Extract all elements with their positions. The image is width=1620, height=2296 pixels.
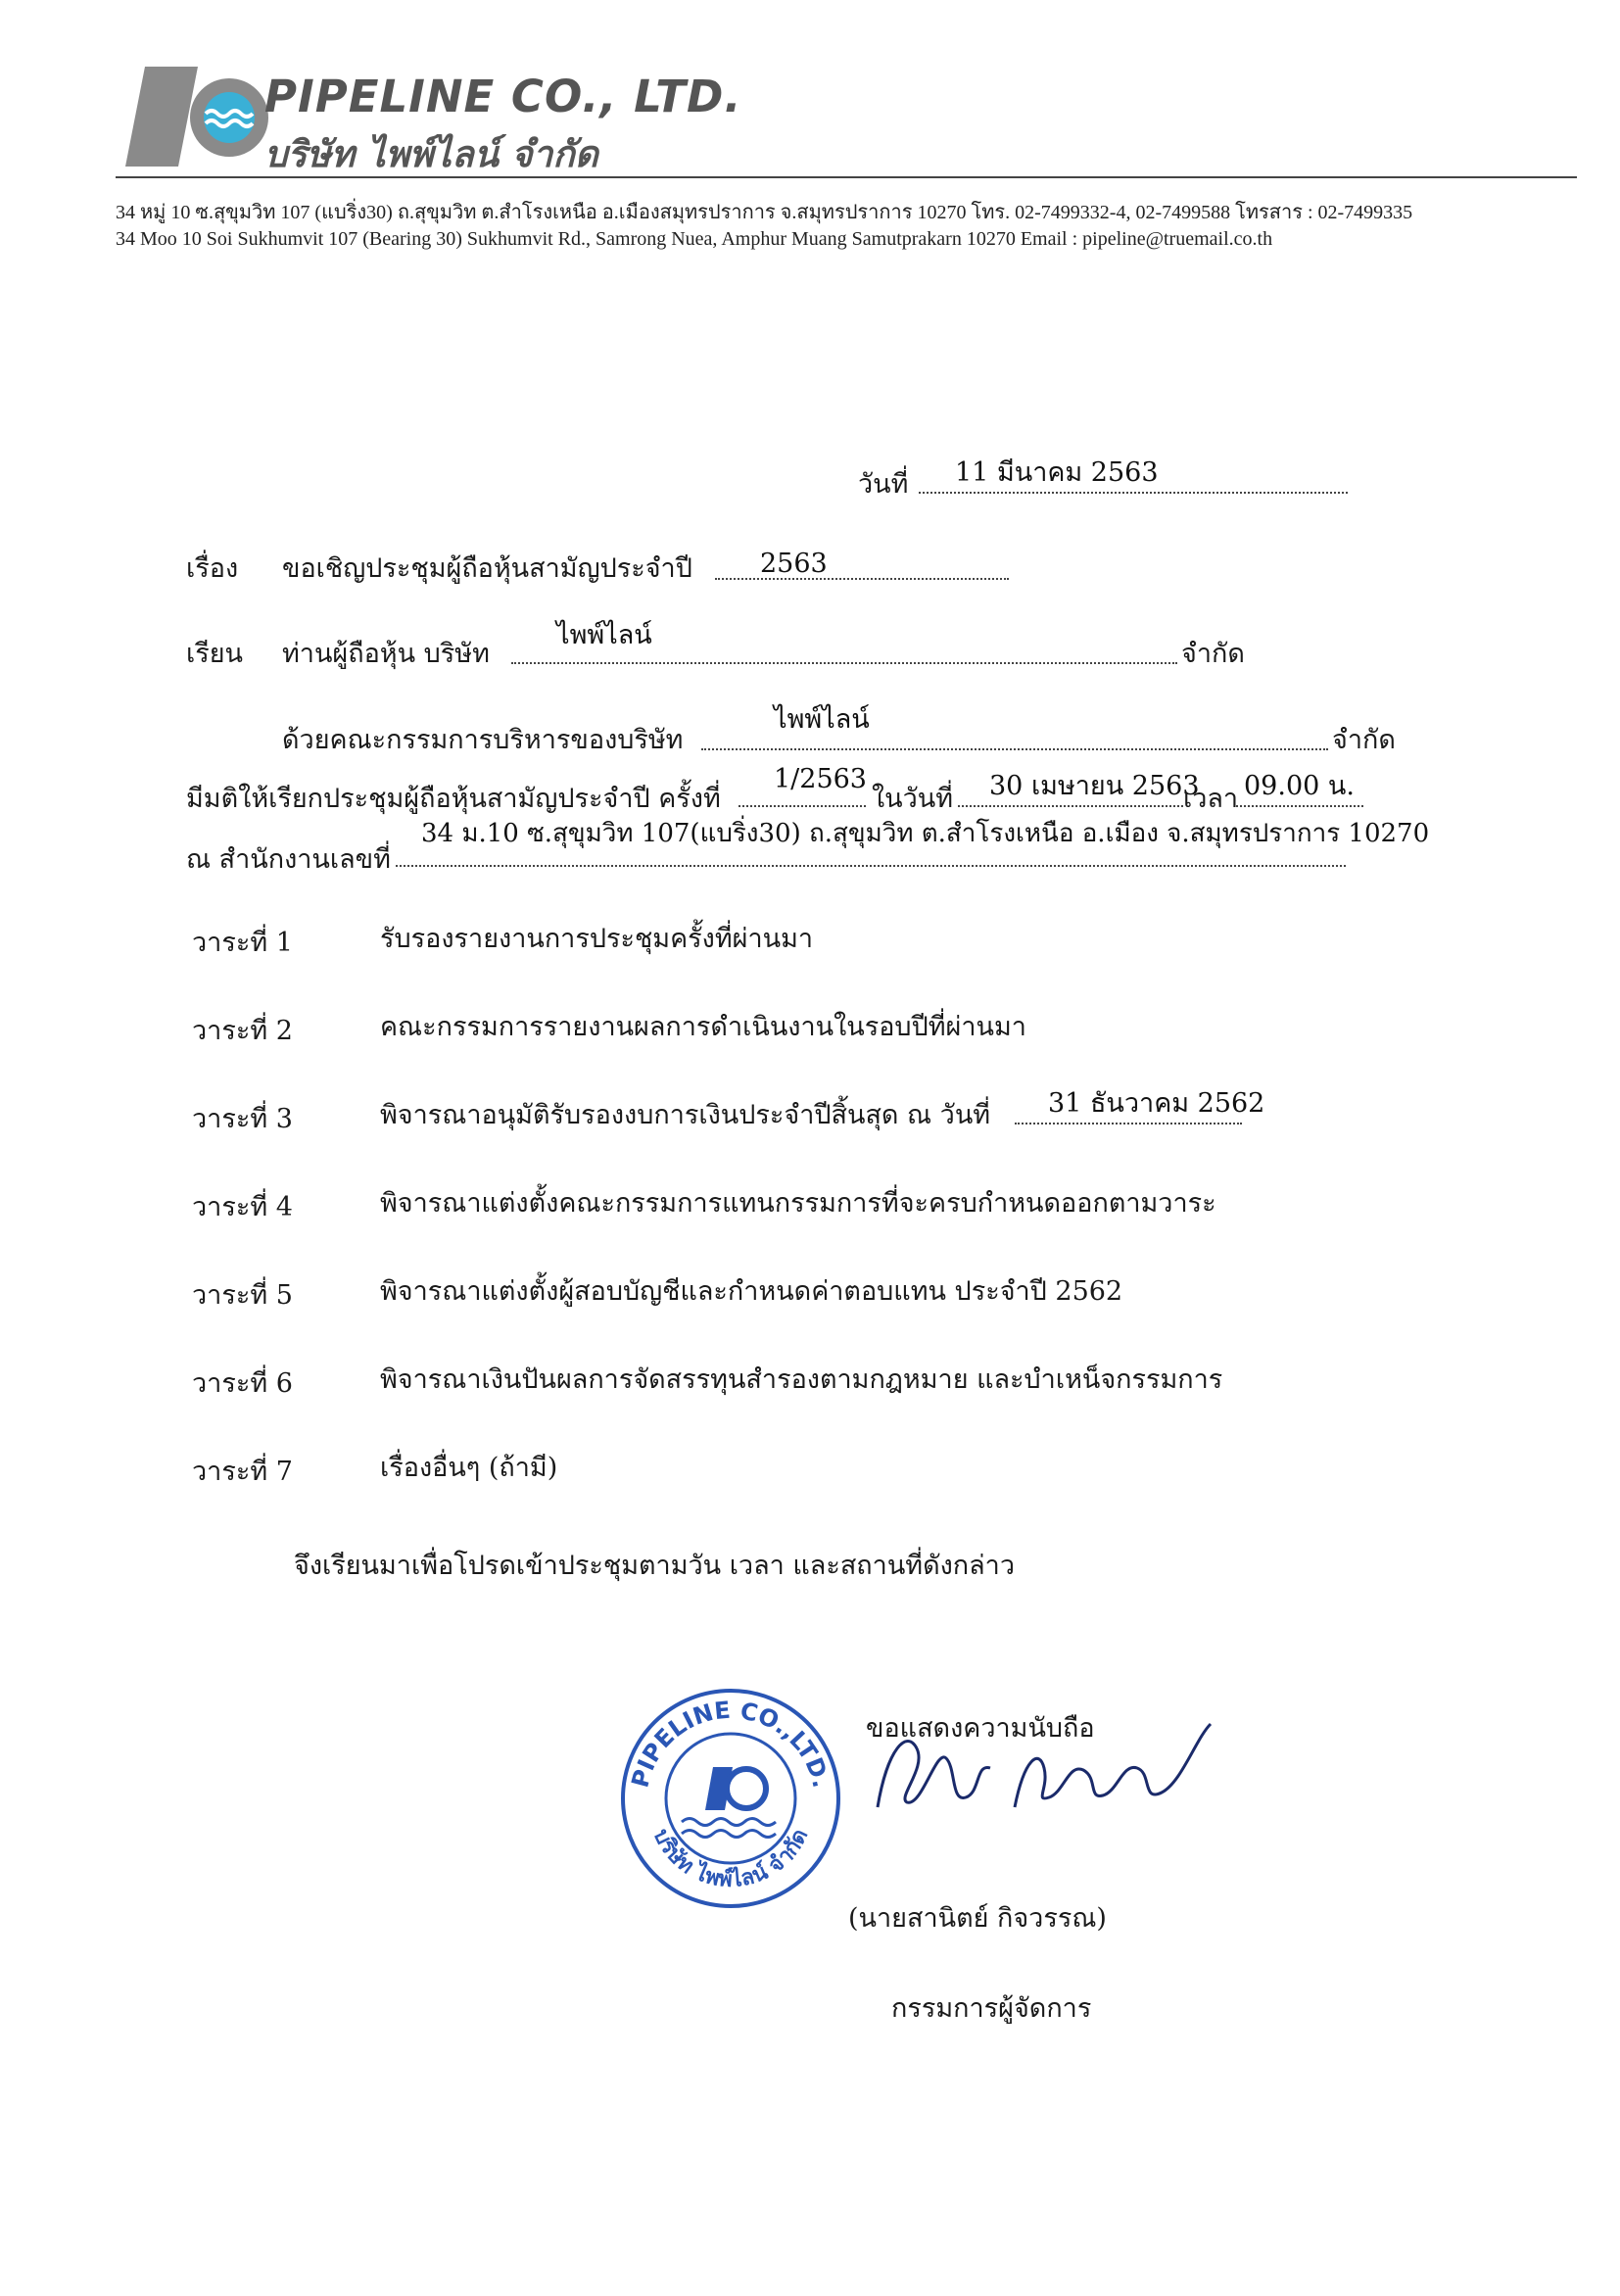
company-name-th: บริษัท ไพพ์ไลน์ จำกัด	[264, 133, 598, 175]
agenda-2-label: วาระที่ 2	[192, 1016, 293, 1046]
company-name-en: PIPELINE CO., LTD.	[264, 71, 742, 122]
subject-year: 2563	[760, 549, 828, 579]
handwritten-signature	[868, 1709, 1220, 1837]
seal-text-bottom: บริษัท ไพพ์ไลน์ จำกัด	[647, 1825, 814, 1893]
agenda-5-text: พิจารณาแต่งตั้งผู้สอบบัญชีและกำหนดค่าตอบแทน ประจำปี 2562	[380, 1276, 1123, 1307]
meeting-time-label: เวลา	[1183, 784, 1239, 814]
body-line1-suffix: จำกัด	[1332, 725, 1396, 755]
agenda-3-text: พิจารณาอนุมัติรับรองงบการเงินประจำปีสิ้นสุด ณ วันที่	[380, 1100, 991, 1130]
body-company: ไพพ์ไลน์	[774, 704, 870, 735]
letter-date: 11 มีนาคม 2563	[955, 457, 1159, 488]
agenda-1-text: รับรองรายงานการประชุมครั้งที่ผ่านมา	[380, 924, 814, 954]
agenda-4-text: พิจารณาแต่งตั้งคณะกรรมการแทนกรรมการที่จะครบกำหนดออกตามวาระ	[380, 1188, 1216, 1219]
address-th: 34 หมู่ 10 ซ.สุขุมวิท 107 (แบริ่ง30) ถ.สุขุมวิท ต.สำโรงเหนือ อ.เมืองสมุทรปราการ จ.สมุทรปราการ 10270 โทร. 02-7499332-4, 02-7499588 โทรสาร : 02-7499335	[116, 202, 1413, 223]
body-line3-text: ณ สำนักงานเลขที่	[186, 844, 391, 875]
agenda-5-label: วาระที่ 5	[192, 1280, 293, 1311]
signatory-name: (นายสานิตย์ กิจวรรณ)	[848, 1903, 1107, 1934]
to-suffix: จำกัด	[1181, 639, 1245, 669]
venue-dotline	[396, 865, 1346, 867]
agenda-1-label: วาระที่ 1	[192, 928, 293, 958]
letterhead-divider	[116, 176, 1577, 178]
to-dotline	[511, 662, 1177, 664]
agenda-2-text: คณะกรรมการรายงานผลการดำเนินงานในรอบปีที่ผ่านมา	[380, 1012, 1026, 1042]
seal-text-top: PIPELINE CO.,LTD.	[626, 1696, 835, 1791]
meeting-time: 09.00 น.	[1244, 771, 1355, 801]
subject-dotline	[715, 578, 1009, 580]
date-label: วันที่	[858, 469, 909, 500]
company-seal	[617, 1685, 844, 1912]
subject-text: ขอเชิญประชุมผู้ถือหุ้นสามัญประจำปี	[282, 553, 692, 584]
subject-label: เรื่อง	[186, 553, 239, 584]
closing-text: จึงเรียนมาเพื่อโปรดเข้าประชุมตามวัน เวลา และสถานที่ดังกล่าว	[294, 1551, 1016, 1581]
body-line1-text: ด้วยคณะกรรมการบริหารของบริษัท	[282, 725, 684, 755]
meeting-number: 1/2563	[774, 764, 867, 794]
body-line2-text: มีมติให้เรียกประชุมผู้ถือหุ้นสามัญประจำปี ครั้งที่	[186, 784, 721, 814]
to-text: ท่านผู้ถือหุ้น บริษัท	[282, 639, 490, 669]
meeting-venue: 34 ม.10 ซ.สุขุมวิท 107(แบริ่ง30) ถ.สุขุมวิท ต.สำโรงเหนือ อ.เมือง จ.สมุทรปราการ 10270	[421, 819, 1430, 848]
meeting-no-dotline	[739, 805, 866, 807]
signatory-position: กรรมการผู้จัดการ	[891, 1993, 1092, 2024]
agenda-6-text: พิจารณาเงินปันผลการจัดสรรทุนสำรองตามกฎหมาย และบำเหน็จกรรมการ	[380, 1364, 1223, 1395]
agenda-3-label: วาระที่ 3	[192, 1104, 293, 1134]
agenda-3-date: 31 ธันวาคม 2562	[1048, 1088, 1265, 1119]
address-en: 34 Moo 10 Soi Sukhumvit 107 (Bearing 30) Sukhumvit Rd., Samrong Nuea, Amphur Muang Samutprakarn 10270 Email : pipeline@truemail.co.th	[116, 228, 1273, 250]
to-company: ไพพ์ไลน์	[556, 620, 652, 650]
agenda-7-text: เรื่องอื่นๆ (ถ้ามี)	[380, 1453, 558, 1483]
meeting-date-label: ในวันที่	[872, 784, 954, 814]
agenda-7-label: วาระที่ 7	[192, 1457, 293, 1487]
meeting-date: 30 เมษายน 2563	[989, 771, 1200, 801]
agenda-6-label: วาระที่ 6	[192, 1368, 293, 1399]
company-logo	[125, 67, 270, 167]
agenda-4-label: วาระที่ 4	[192, 1192, 293, 1222]
body-line1-dotline	[701, 748, 1328, 750]
regards-text: ขอแสดงความนับถือ	[866, 1713, 1095, 1744]
to-label: เรียน	[186, 639, 244, 669]
